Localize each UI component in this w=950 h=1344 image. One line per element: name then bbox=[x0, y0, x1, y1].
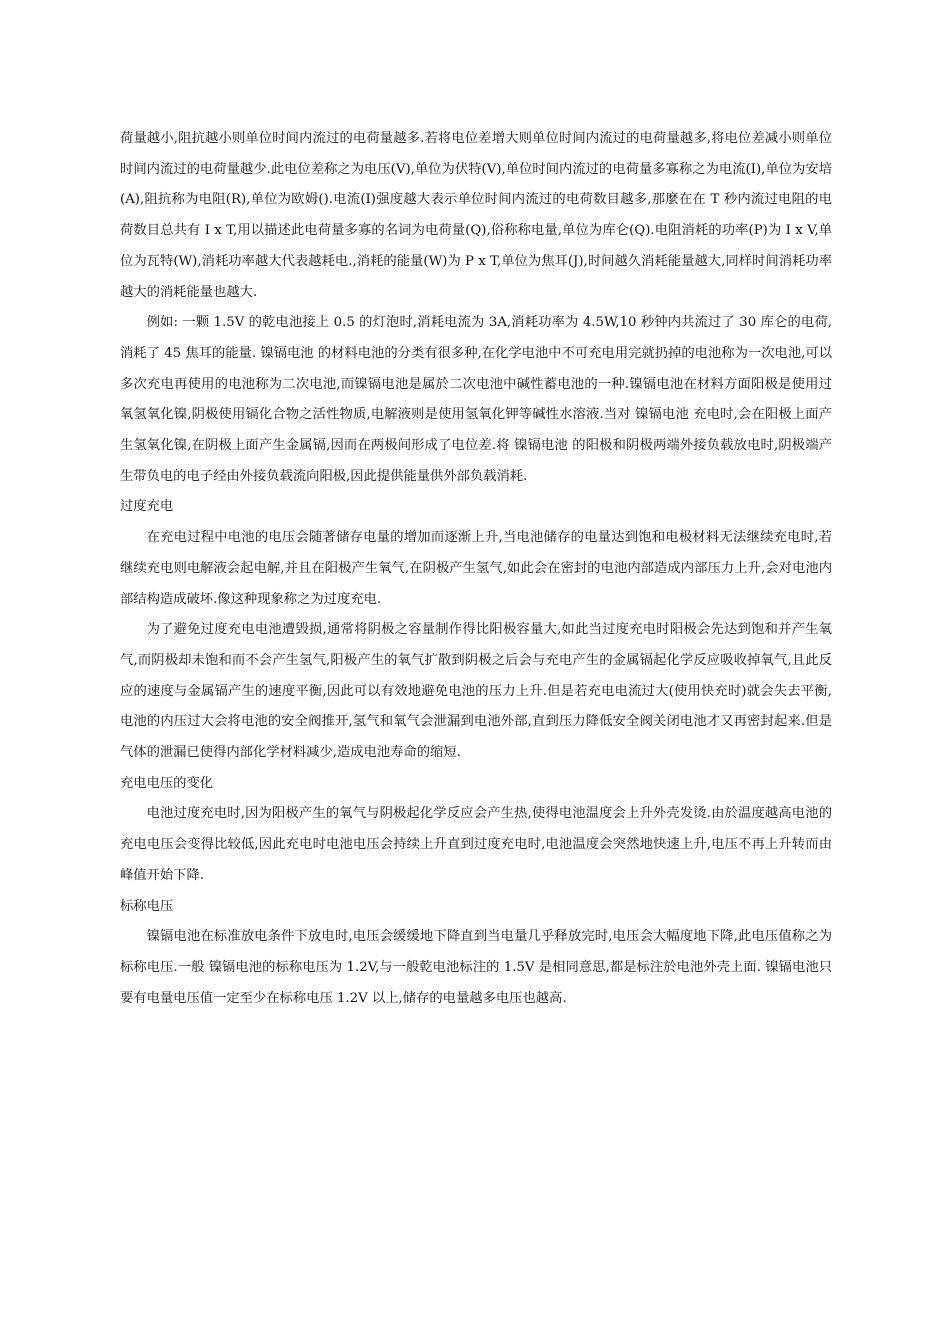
paragraph-5: 电池过度充电时,因为阳极产生的氧气与阴极起化学反应会产生热,使得电池温度会上升外壳发烫.由於温度越高电池的充电电压会变得比较低,因此充电时电池电压会持续上升直到过度充电时,电池温度会突然地快速上升,电压不再上升转而由峰值开始下降. bbox=[120, 806, 832, 883]
section-heading-nominal-voltage: 标称电压 bbox=[120, 898, 174, 914]
document-body bbox=[120, 124, 832, 1014]
paragraph-3: 在充电过程中电池的电压会随著储存电量的增加而逐渐上升,当电池储存的电量达到饱和电极材料无法继续充电时,若继续充电则电解液会起电解,并且在阳极产生氧气,在阴极产生氢气,如此会在密封的电池内部造成内部压力上升,会对电池内部结构造成破坏.像这种现象称之为过度充电. bbox=[120, 530, 832, 607]
paragraph-6: 镍镉电池在标准放电条件下放电时,电压会缓缓地下降直到当电量几乎释放完时,电压会大幅度地下降,此电压值称之为标称电压.一般 镍镉电池的标称电压为 1.2V,与一般乾电池标注的 1.5V 是相同意思,都是标注於电池外壳上面. 镍镉电池只要有电量电压值一定至少在标称电压 1.2V 以上,储存的电量越多电压也越高. bbox=[120, 929, 832, 1006]
section-heading-charge-voltage: 充电电压的变化 bbox=[120, 775, 214, 791]
section-heading-overcharge: 过度充电 bbox=[120, 499, 174, 515]
paragraph-4: 为了避免过度充电电池遭毁损,通常将阴极之容量制作得比阳极容量大,如此当过度充电时阳极会先达到饱和并产生氧气,而阴极却未饱和而不会产生氢气,阳极产生的氧气扩散到阴极之后会与充电产生的金属镉起化学反应吸收掉氧气,且此反应的速度与金属镉产生的速度平衡,因此可以有效地避免电池的压力上升.但是若充电电流过大(使用快充时)就会失去平衡,电池的内压过大会将电池的安全阀推开,氢气和氧气会泄漏到电池外部,直到压力降低安全阀关闭电池才又再密封起来.但是气体的泄漏已使得内部化学材料减少,造成电池寿命的缩短. bbox=[120, 622, 832, 761]
paragraph-1: 荷量越小,阻抗越小则单位时间内流过的电荷量越多.若将电位差增大则单位时间内流过的电荷量越多,将电位差减小则单位时间内流过的电荷量越少.此电位差称之为电压(V),单位为伏特(V),单位时间内流过的电荷量多寡称之为电流(I),单位为安培(A),阻抗称为电阻(R),单位为欧姆().电流(I)强度越大表示单位时间内流过的电荷数目越多,那麼在在 T 秒内流过电阻的电荷数目总共有 I x T,用以描述此电荷量多寡的名词为电荷量(Q),俗称称电量,单位为库仑(Q).电阻消耗的功率(P)为 I x V,单位为瓦特(W),消耗功率越大代表越耗电.,消耗的能量(W)为 P x T,单位为焦耳(J),时间越久消耗能量越大,同样时间消耗功率越大的消耗能量也越大. bbox=[120, 131, 832, 300]
paragraph-2: 例如: 一颗 1.5V 的乾电池接上 0.5 的灯泡时,消耗电流为 3A,消耗功率为 4.5W,10 秒钟内共流过了 30 库仑的电荷,消耗了 45 焦耳的能量. 镍镉电池 的材料电池的分类有很多种,在化学电池中不可充电用完就扔掉的电池称为一次电池,可以多次充电再使用的电池称为二次电池,而镍镉电池是属於二次电池中碱性蓄电池的一种.镍镉电池在材料方面阳极是使用过氧氢氧化镍,阴极使用镉化合物之活性物质,电解液则是使用氢氧化钾等碱性水溶液.当对 镍镉电池 充电时,会在阳极上面产生氢氧化镍,在阴极上面产生金属镉,因而在两极间形成了电位差.将 镍镉电池 的阳极和阴极两端外接负载放电时,阴极端产生带负电的电子经由外接负载流向阳极,因此提供能量供外部负载消耗. bbox=[120, 315, 832, 484]
